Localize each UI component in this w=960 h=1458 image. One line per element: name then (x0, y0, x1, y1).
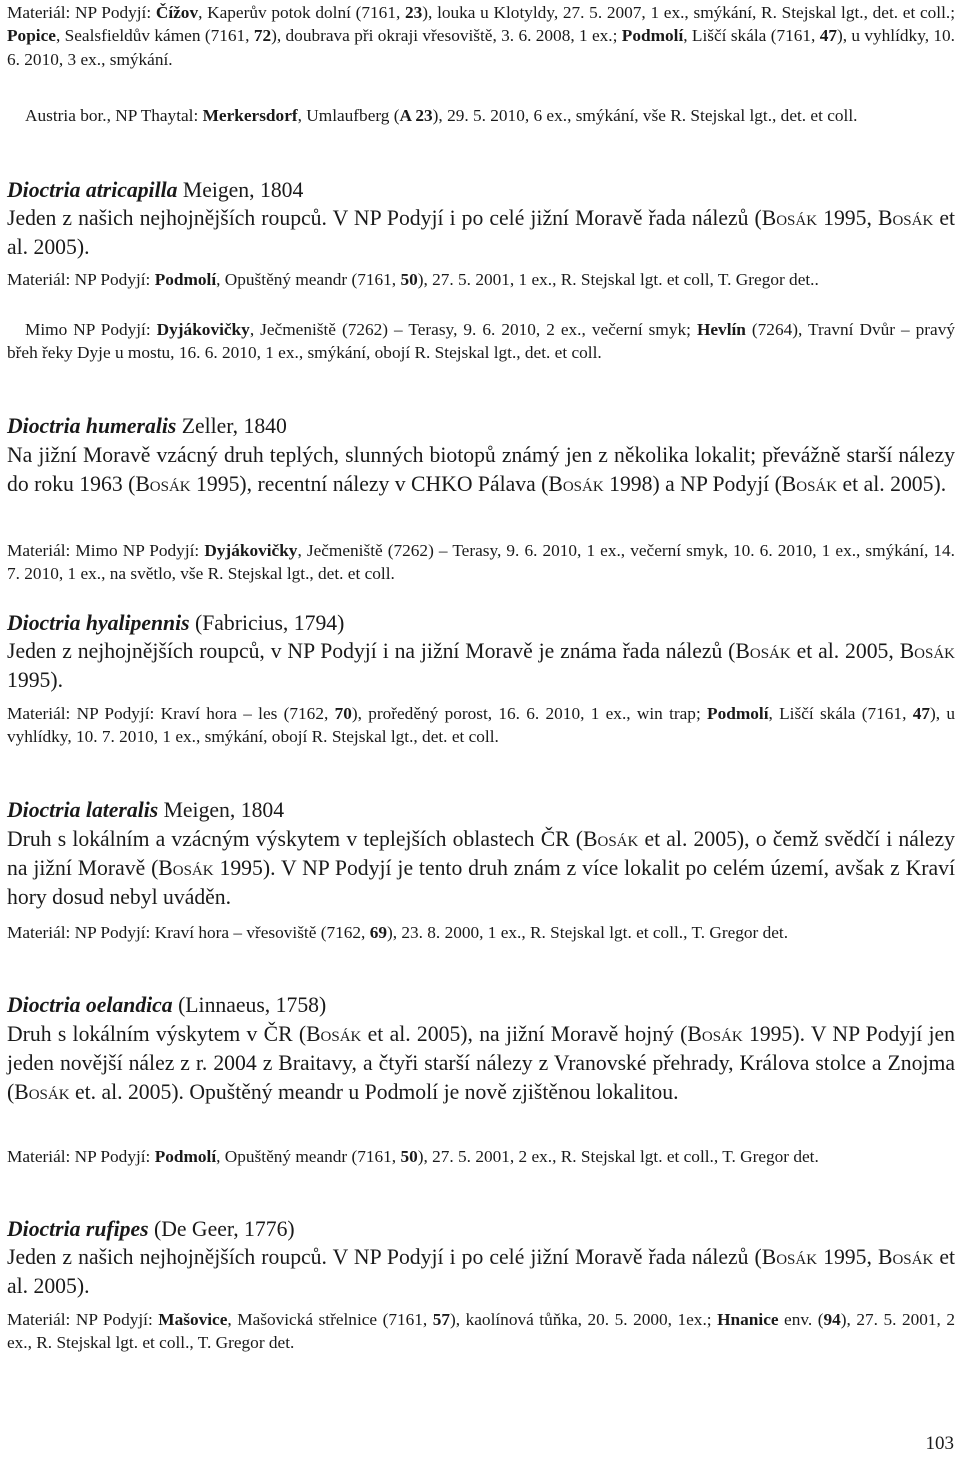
locality-emphasis: 47 (912, 704, 930, 723)
locality-emphasis: Podmolí (707, 704, 769, 723)
species-heading (7, 177, 955, 203)
text-run: ), 27. 5. 2001, 1 ex., R. Stejskal lgt. et coll, T. Gregor det.. (417, 270, 819, 289)
text-run: Druh s lokálním výskytem v ČR ( (7, 1022, 307, 1046)
locality-emphasis: Mašovice (158, 1310, 228, 1329)
locality-emphasis: 50 (400, 270, 418, 289)
material-record (7, 921, 955, 944)
author-citation: Bosák (14, 1080, 70, 1104)
text-run: env. ( (778, 1310, 824, 1329)
material-record (7, 702, 955, 749)
locality-emphasis: A 23 (399, 106, 433, 125)
text-run: Jeden z našich nejhojnějších roupců. V NP Podyjí i po celé jižní Moravě řada nálezů ( (7, 206, 762, 230)
species-heading (7, 1216, 955, 1242)
text-run: et al. 2005), o čemž svědčí i nálezy na jižní Moravě ( (7, 827, 956, 880)
text-run: ), u vyhlídky, 10. 6. 2010, 3 ex., smýkání. (7, 26, 955, 69)
text-run: Materiál: Mimo NP Podyjí: (7, 541, 205, 560)
text-run: 1995, (817, 1245, 878, 1269)
text-run: 1995). V NP Podyjí jen jeden novější nález z r. 2004 z Braitavy, a čtyři starší nálezy z Vranovské přehrady, Králova stolce a Znojma ( (7, 1022, 956, 1104)
text-run: (Linnaeus, 1758) (172, 993, 327, 1017)
text-run: 1995, (817, 206, 878, 230)
locality-emphasis: Čížov (155, 3, 199, 22)
text-run: , Liščí skála (7161, (768, 704, 913, 723)
species-description (7, 637, 955, 695)
text-run: ), u vyhlídky, 10. 7. 2010, 1 ex., smýkání, obojí R. Stejskal lgt., det. et coll. (7, 704, 955, 747)
text-run: 1995). (7, 668, 64, 692)
locality-emphasis: Dyjákovičky (204, 541, 298, 560)
author-citation: Bosák (781, 472, 838, 496)
author-citation: Bosák (583, 827, 639, 851)
species-name: Dioctria hyalipennis (7, 611, 190, 635)
locality-emphasis: 72 (253, 26, 272, 46)
material-record (7, 1308, 955, 1355)
text-run: Jeden z našich nejhojnějších roupců. V NP Podyjí i po celé jižní Moravě řada nálezů ( (7, 1245, 762, 1269)
species-heading (7, 797, 955, 823)
author-citation: Bosák (899, 639, 955, 663)
text-run: Jeden z nejhojnějších roupců, v NP Podyjí i na jižní Moravě je známa řada nálezů ( (7, 639, 736, 663)
text-run: (Fabricius, 1794) (189, 611, 345, 635)
author-citation: Bosák (135, 472, 191, 496)
author-citation: Bosák (735, 639, 791, 663)
locality-emphasis: Hevlín (696, 320, 746, 339)
author-citation: Bosák (548, 472, 604, 496)
species-description (7, 441, 955, 499)
species-description (7, 1243, 955, 1301)
text-run: Materiál: NP Podyjí: (7, 270, 155, 289)
text-run: Meigen, 1804 (177, 178, 304, 202)
locality-emphasis: 94 (823, 1310, 841, 1329)
author-citation: Bosák (306, 1022, 362, 1046)
species-name: Dioctria lateralis (7, 798, 159, 822)
text-run: Druh s lokálním a vzácným výskytem v teplejších oblastech ČR ( (7, 827, 584, 851)
locality-emphasis: 69 (369, 923, 387, 942)
text-run: Materiál: NP Podyjí: (7, 1147, 155, 1166)
text-run: et al. 2005). (7, 1245, 956, 1298)
locality-emphasis: Hnanice (717, 1310, 779, 1329)
species-description (7, 825, 955, 912)
text-run: ), 29. 5. 2010, 6 ex., smýkání, vše R. Stejskal lgt., det. et coll. (432, 106, 858, 125)
text-run: , Opuštěný meandr (7161, (216, 270, 401, 289)
text-run: 1995), recentní nálezy v CHKO Pálava ( (190, 472, 549, 496)
text-run: et al. 2005). (837, 472, 947, 496)
text-run: ), proředěný porost, 16. 6. 2010, 1 ex., win trap; (351, 704, 708, 723)
species-description (7, 1020, 955, 1107)
text-run: Materiál: NP Podyjí: Kraví hora – les (7162, (7, 704, 335, 723)
author-citation: Bosák (877, 206, 934, 230)
text-run: , Umlaufberg ( (297, 106, 400, 125)
text-run: et al. 2005, (790, 639, 900, 663)
locality-emphasis: Dyjákovičky (156, 320, 250, 339)
text-run: Materiál: NP Podyjí: (7, 3, 156, 22)
text-run: ), doubrava při okraji vřesoviště, 3. 6. 2008, 1 ex.; (271, 26, 622, 46)
species-name: Dioctria humeralis (7, 414, 177, 438)
species-name: Dioctria oelandica (7, 993, 173, 1017)
text-run: , Mašovická střelnice (7161, (227, 1310, 433, 1329)
text-run: ), 23. 8. 2000, 1 ex., R. Stejskal lgt. et coll., T. Gregor det. (386, 923, 789, 942)
locality-emphasis: Merkersdorf (202, 106, 298, 125)
species-name: Dioctria atricapilla (7, 178, 178, 202)
material-record (7, 268, 955, 291)
species-heading (7, 413, 955, 439)
text-run: Mimo NP Podyjí: (25, 320, 157, 339)
locality-emphasis: 57 (432, 1310, 451, 1329)
material-record (7, 1, 955, 71)
text-run: (De Geer, 1776) (148, 1217, 295, 1241)
text-run: ), kaolínová tůňka, 20. 5. 2000, 1ex.; (450, 1310, 718, 1329)
author-citation: Bosák (761, 1245, 818, 1269)
text-run: , Ječmeniště (7262) – Terasy, 9. 6. 2010, 1 ex., večerní smyk, 10. 6. 2010, 1 ex., smýkání, 14. 7. 2010, 1 ex., na světlo, vše R. Stejskal lgt., det. et coll. (7, 541, 956, 584)
material-record (7, 318, 955, 365)
text-run: , Liščí skála (7161, (683, 26, 820, 46)
text-run: et al. 2005), na jižní Moravě hojný ( (361, 1022, 688, 1046)
text-run: , Kaperův potok dolní (7161, (198, 3, 405, 22)
page-number: 103 (925, 1433, 954, 1454)
text-run: Meigen, 1804 (158, 798, 285, 822)
text-run: , Ječmeniště (7262) – Terasy, 9. 6. 2010, 2 ex., večerní smyk; (249, 320, 697, 339)
author-citation: Bosák (687, 1022, 743, 1046)
text-run: et. al. 2005). Opuštěný meandr u Podmolí je nově zjištěnou lokalitou. (69, 1080, 679, 1104)
species-heading (7, 992, 955, 1018)
text-run: ), 27. 5. 2001, 2 ex., R. Stejskal lgt. et coll., T. Gregor det. (417, 1147, 819, 1166)
text-run: et al. 2005). (7, 206, 956, 259)
material-record (7, 104, 955, 127)
species-name: Dioctria rufipes (7, 1217, 149, 1241)
locality-emphasis: 70 (334, 704, 352, 723)
material-record (7, 539, 955, 586)
author-citation: Bosák (877, 1245, 934, 1269)
species-description (7, 204, 955, 262)
text-run: Na jižní Moravě vzácný druh teplých, slunných biotopů známý jen z několika lokalit; převážně starší nálezy do roku 1963 ( (7, 443, 955, 496)
author-citation: Bosák (761, 206, 818, 230)
text-run: , Opuštěný meandr (7161, (216, 1147, 401, 1166)
text-run: (7264), Travní Dvůr – pravý břeh řeky Dyje u mostu, 16. 6. 2010, 1 ex., smýkání, obojí R. Stejskal lgt., det. et coll. (7, 320, 955, 363)
text-run: Materiál: NP Podyjí: Kraví hora – vřesoviště (7162, (7, 923, 370, 942)
locality-emphasis: Podmolí (621, 26, 684, 46)
text-run: 1998) a NP Podyjí ( (603, 472, 782, 496)
text-run: Zeller, 1840 (176, 414, 287, 438)
author-citation: Bosák (158, 856, 214, 880)
locality-emphasis: Podmolí (154, 1147, 217, 1166)
text-run: ), 27. 5. 2001, 2 ex., R. Stejskal lgt. et coll., T. Gregor det. (7, 1310, 955, 1353)
species-heading (7, 610, 955, 636)
material-record (7, 1145, 955, 1168)
locality-emphasis: 23 (405, 3, 423, 22)
locality-emphasis: 50 (400, 1147, 418, 1166)
text-run: 1995). V NP Podyjí je tento druh znám z více lokalit po celém území, avšak z Kraví hory dosud nebyl uváděn. (7, 856, 955, 909)
text-run: , Sealsfieldův kámen (7161, (55, 26, 254, 46)
locality-emphasis: Popice (7, 26, 56, 46)
text-run: ), louka u Klotyldy, 27. 5. 2007, 1 ex., smýkání, R. Stejskal lgt., det. et coll.; (422, 3, 955, 22)
locality-emphasis: 47 (819, 26, 837, 46)
locality-emphasis: Podmolí (154, 270, 217, 289)
text-run: Austria bor., NP Thaytal: (25, 106, 203, 125)
text-run: Materiál: NP Podyjí: (7, 1310, 159, 1329)
